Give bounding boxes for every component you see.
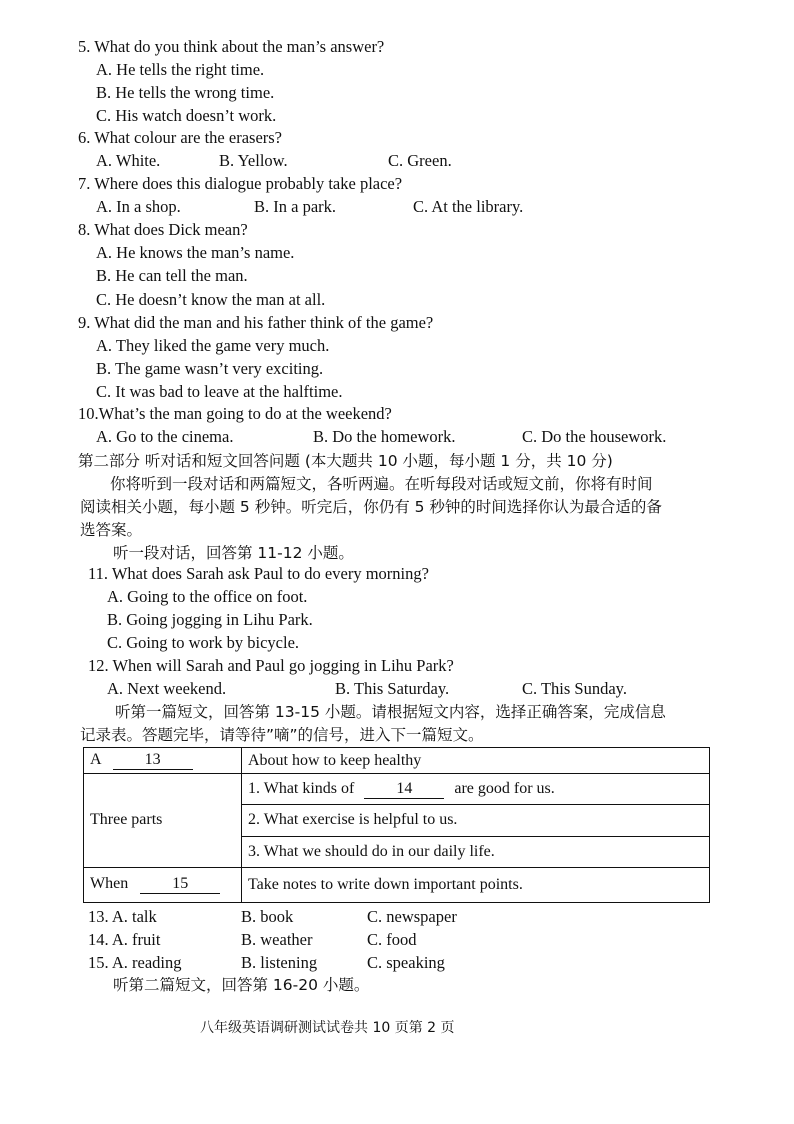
question-13-option-a: 13. A. talk <box>88 907 157 926</box>
question-12-option-c: C. This Sunday. <box>522 679 627 698</box>
question-15-option-c: C. speaking <box>367 953 445 972</box>
table-row <box>84 774 710 805</box>
question-9-option-b: B. The game wasn’t very exciting. <box>96 359 324 378</box>
question-5-option-c: C. His watch doesn’t work. <box>96 106 277 125</box>
part2-intro-line3: 选答案。 <box>80 521 143 539</box>
question-10-option-b: B. Do the homework. <box>313 427 456 446</box>
question-12-option-a: A. Next weekend. <box>107 679 227 698</box>
question-14-option-b: B. weather <box>241 930 313 949</box>
question-11-option-a: A. Going to the office on foot. <box>107 587 308 606</box>
passage2-note: 听第二篇短文，回答第 16-20 小题。 <box>113 976 370 994</box>
question-11-option-b: B. Going jogging in Lihu Park. <box>107 610 313 629</box>
question-14-option-c: C. food <box>367 930 417 949</box>
question-9-stem: 9. What did the man and his father think of the game? <box>78 313 434 332</box>
question-5-option-b: B. He tells the wrong time. <box>96 83 275 102</box>
part2-intro-line1: 你将听到一段对话和两篇短文，各听两遍。在听每段对话或短文前，你将有时间 <box>110 475 653 493</box>
question-12-option-b: B. This Saturday. <box>335 679 450 698</box>
question-10-stem: 10.What’s the man going to do at the weekend? <box>78 404 392 423</box>
answer-blank-14: 14 <box>364 780 444 799</box>
part2-heading: 第二部分 听对话和短文回答问题 (本大题共 10 小题，每小题 1 分，共 10 分) <box>78 452 613 470</box>
table-row <box>84 748 710 774</box>
question-8-stem: 8. What does Dick mean? <box>78 220 248 239</box>
question-10-option-a: A. Go to the cinema. <box>96 427 234 446</box>
question-9-option-a: A. They liked the game very much. <box>96 336 330 355</box>
question-6-stem: 6. What colour are the erasers? <box>78 128 283 147</box>
table-cell-parts-label: Three parts <box>84 774 242 868</box>
question-6-option-a: A. White. <box>96 151 161 170</box>
question-5-stem: 5. What do you think about the man’s answer? <box>78 37 385 56</box>
question-9-option-c: C. It was bad to leave at the halftime. <box>96 382 343 401</box>
question-13-option-c: C. newspaper <box>367 907 457 926</box>
dialogue-note: 听一段对话，回答第 11-12 小题。 <box>113 544 354 562</box>
table-cell-title-value: About how to keep healthy <box>242 748 710 774</box>
table-cell-title-label: A 13 <box>84 748 242 774</box>
table-cell-part1: 1. What kinds of 14 are good for us. <box>242 774 710 805</box>
passage1-note-line2: 记录表。答题完毕，请等待”嘀”的信号，进入下一篇短文。 <box>80 726 484 744</box>
part2-intro-line2: 阅读相关小题，每小题 5 秒钟。听完后，你仍有 5 秒钟的时间选择你认为最合适的备 <box>80 498 662 516</box>
question-14-option-a: 14. A. fruit <box>88 930 161 949</box>
question-7-option-a: A. In a shop. <box>96 197 181 216</box>
info-record-table <box>83 747 710 903</box>
question-11-stem: 11. What does Sarah ask Paul to do every morning? <box>88 564 429 583</box>
table-cell-part2: 2. What exercise is helpful to us. <box>242 805 710 836</box>
table-cell-when-value: Take notes to write down important points. <box>242 867 710 902</box>
question-8-option-c: C. He doesn’t know the man at all. <box>96 290 326 309</box>
question-7-option-b: B. In a park. <box>254 197 337 216</box>
question-7-stem: 7. Where does this dialogue probably take place? <box>78 174 403 193</box>
question-5-option-a: A. He tells the right time. <box>96 60 265 79</box>
table-cell-when-label: When 15 <box>84 867 242 902</box>
question-6-option-c: C. Green. <box>388 151 452 170</box>
question-13-option-b: B. book <box>241 907 294 926</box>
answer-blank-15: 15 <box>140 875 220 894</box>
page-footer: 八年级英语调研测试试卷共 10 页第 2 页 <box>200 1020 455 1036</box>
question-15-option-a: 15. A. reading <box>88 953 182 972</box>
question-7-option-c: C. At the library. <box>413 197 524 216</box>
table-cell-part3: 3. What we should do in our daily life. <box>242 836 710 867</box>
question-8-option-b: B. He can tell the man. <box>96 266 248 285</box>
question-12-stem: 12. When will Sarah and Paul go jogging in Lihu Park? <box>88 656 454 675</box>
question-8-option-a: A. He knows the man’s name. <box>96 243 295 262</box>
table-row <box>84 867 710 902</box>
question-10-option-c: C. Do the housework. <box>522 427 667 446</box>
passage1-note-line1: 听第一篇短文，回答第 13-15 小题。请根据短文内容，选择正确答案，完成信息 <box>115 703 666 721</box>
question-11-option-c: C. Going to work by bicycle. <box>107 633 300 652</box>
answer-blank-13: 13 <box>113 751 193 770</box>
question-15-option-b: B. listening <box>241 953 318 972</box>
question-6-option-b: B. Yellow. <box>219 151 288 170</box>
